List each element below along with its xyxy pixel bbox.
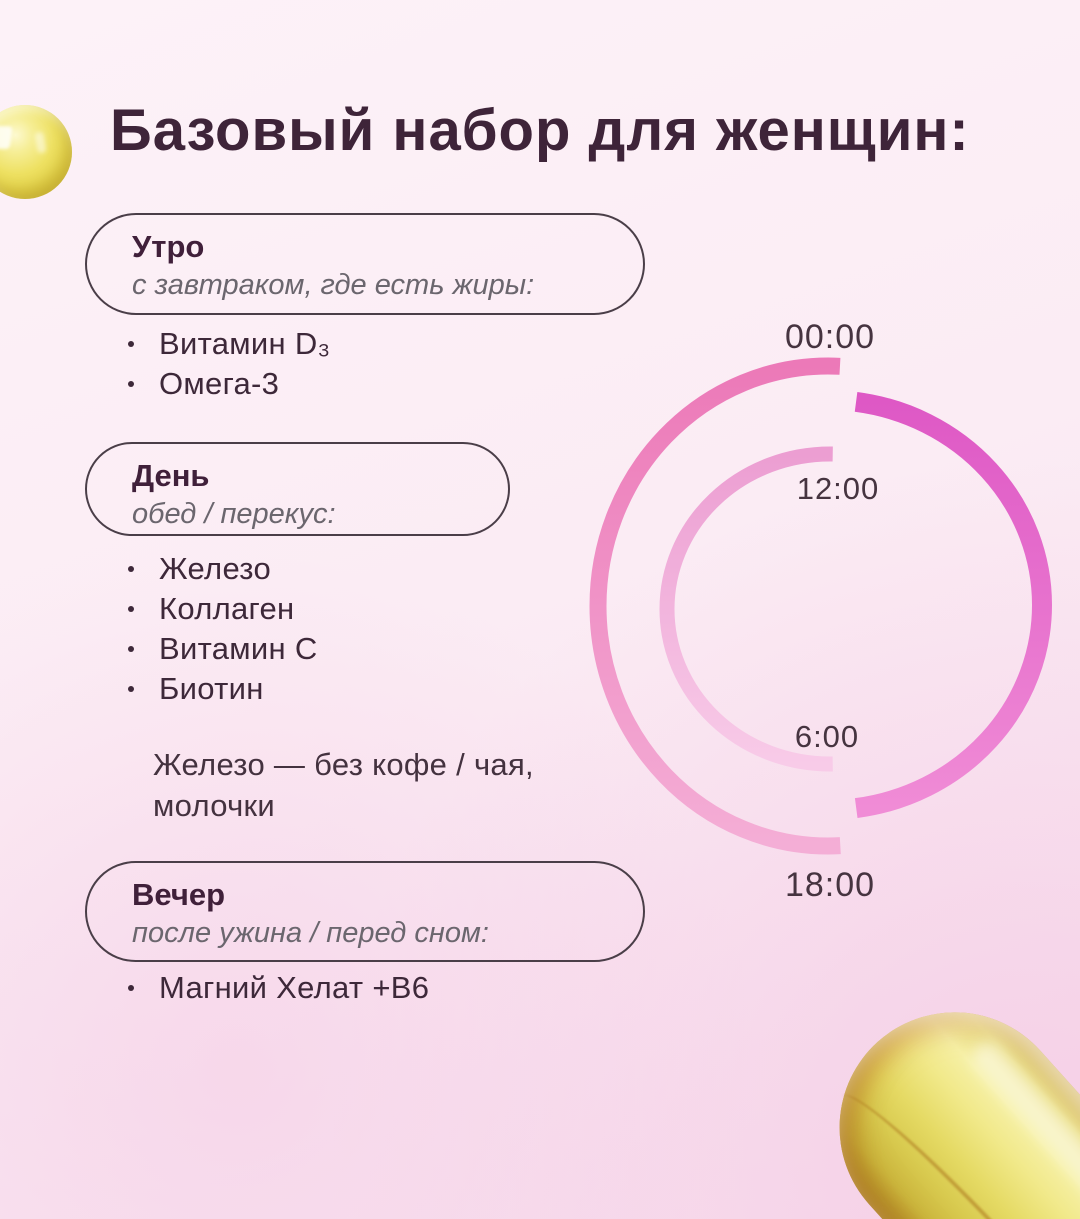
clock-label-1800: 18:00 [784, 866, 876, 904]
softgel-ball-decoration [0, 105, 72, 199]
list-item [128, 324, 330, 364]
item-label: Магний Хелат +B6 [159, 970, 430, 1005]
softgel-capsule-decoration [792, 965, 1080, 1219]
ball-highlight [0, 126, 13, 149]
bullet-dot-icon [128, 341, 134, 347]
list-item [128, 968, 429, 1008]
bullet-dot-icon [128, 985, 134, 991]
item-label: Коллаген [159, 591, 295, 626]
bullet-dot-icon [128, 381, 134, 387]
item-list-evening [128, 968, 429, 1008]
bullet-dot-icon [128, 606, 134, 612]
clock-label-0000: 00:00 [784, 318, 876, 356]
section-heading-morning: Утро [132, 229, 205, 264]
bullet-dot-icon [128, 566, 134, 572]
list-item [128, 364, 330, 404]
iron-warning-note: Железо — без кофе / чая, молочки [153, 747, 534, 823]
section-subtitle-day: обед / перекус: [132, 498, 336, 530]
item-list-morning [128, 324, 330, 404]
page-title: Базовый набор для женщин: [110, 97, 970, 163]
list-item [128, 549, 318, 589]
section-box-day [85, 442, 510, 536]
item-label: Витамин C [159, 631, 318, 666]
list-item [128, 629, 318, 669]
bullet-dot-icon [128, 686, 134, 692]
bullet-dot-icon [128, 646, 134, 652]
item-label: Биотин [159, 671, 264, 706]
list-item [128, 669, 318, 709]
clock-diagram [560, 290, 1080, 930]
list-item [128, 589, 318, 629]
section-heading-day: День [132, 458, 210, 493]
section-subtitle-evening: после ужина / перед сном: [132, 917, 489, 949]
item-label: Омега-3 [159, 366, 280, 401]
item-label: Железо [159, 551, 272, 586]
clock-label-1200: 12:00 [796, 471, 880, 506]
capsule-highlight [967, 1036, 1080, 1219]
ball-highlight-small [34, 131, 47, 153]
item-list-day [128, 549, 318, 709]
item-label: Витамин D₃ [159, 326, 331, 361]
section-heading-evening: Вечер [132, 877, 226, 912]
section-subtitle-morning: с завтраком, где есть жиры: [132, 269, 535, 301]
clock-label-0600: 6:00 [794, 719, 860, 754]
